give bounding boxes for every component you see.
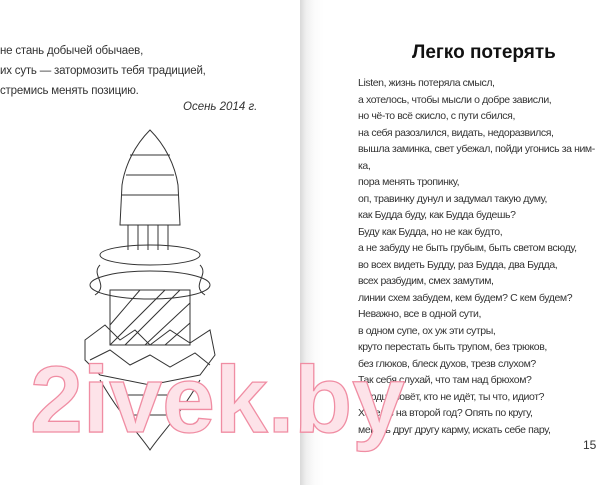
poem-line: а хотелось, чтобы мысли о добре зависли, <box>358 93 552 106</box>
poem-line: всех разбудим, смех замутим, <box>358 275 494 287</box>
watermark: 2ivek.by <box>30 347 405 453</box>
poem-line: не стань добычей обычаев, <box>0 45 144 57</box>
poem-line: Так себя слухай, что там над брюхом? <box>358 374 532 386</box>
poem-line: вышла заминка, свет убежал, пойди угонись за ним-ка, <box>358 143 595 172</box>
poem-line: на себя разозлился, видать, недоразвился, <box>358 126 554 139</box>
poem-line: Хочешь на второй год? Опять по кругу, <box>358 407 533 419</box>
poem-line: менять друг другу карму, искать себе пару, <box>358 423 551 436</box>
poem-line: круто перестать быть трупом, без трюков, <box>358 341 547 353</box>
poem-line: Listen, жизнь потеряла смысл, <box>358 77 495 89</box>
poem-line: Буду как Будда, но не как будто, <box>358 225 503 238</box>
poem-line: их суть — затормозить тебя традицией, <box>0 65 206 77</box>
page-number: 15 <box>583 438 597 452</box>
poem-title: Легко потерять <box>412 42 556 63</box>
poem-line: оп, травинку дунул и задумал такую думу, <box>358 192 548 205</box>
poem-line: но чё-то всё скисло, с пути сбился, <box>358 110 515 122</box>
poem-line: пора менять тропинку, <box>358 176 460 188</box>
poem-line: Неважно, все в одной сути, <box>358 308 482 320</box>
poem-line: в одном супе, ох уж эти сутры, <box>358 324 496 337</box>
poem-line: во всех видеть Будду, раз Будда, два Будда, <box>358 258 558 271</box>
poem-line: линии схем забудем, кем будем? С кем будем? <box>358 291 573 304</box>
poem-line: стремись менять позицию. <box>0 85 139 97</box>
poem-line: а не забуду не быть грубым, быть светом всюду, <box>358 242 577 254</box>
poem-line: Сердце зовёт, кто не идёт, ты что, идиот? <box>358 390 545 403</box>
poem-date: Осень 2014 г. <box>183 101 258 113</box>
poem-line: без глюков, блеск духов, трезв слухом? <box>358 357 536 370</box>
poem-line: как Будда буду, как Будда будешь? <box>358 209 516 221</box>
